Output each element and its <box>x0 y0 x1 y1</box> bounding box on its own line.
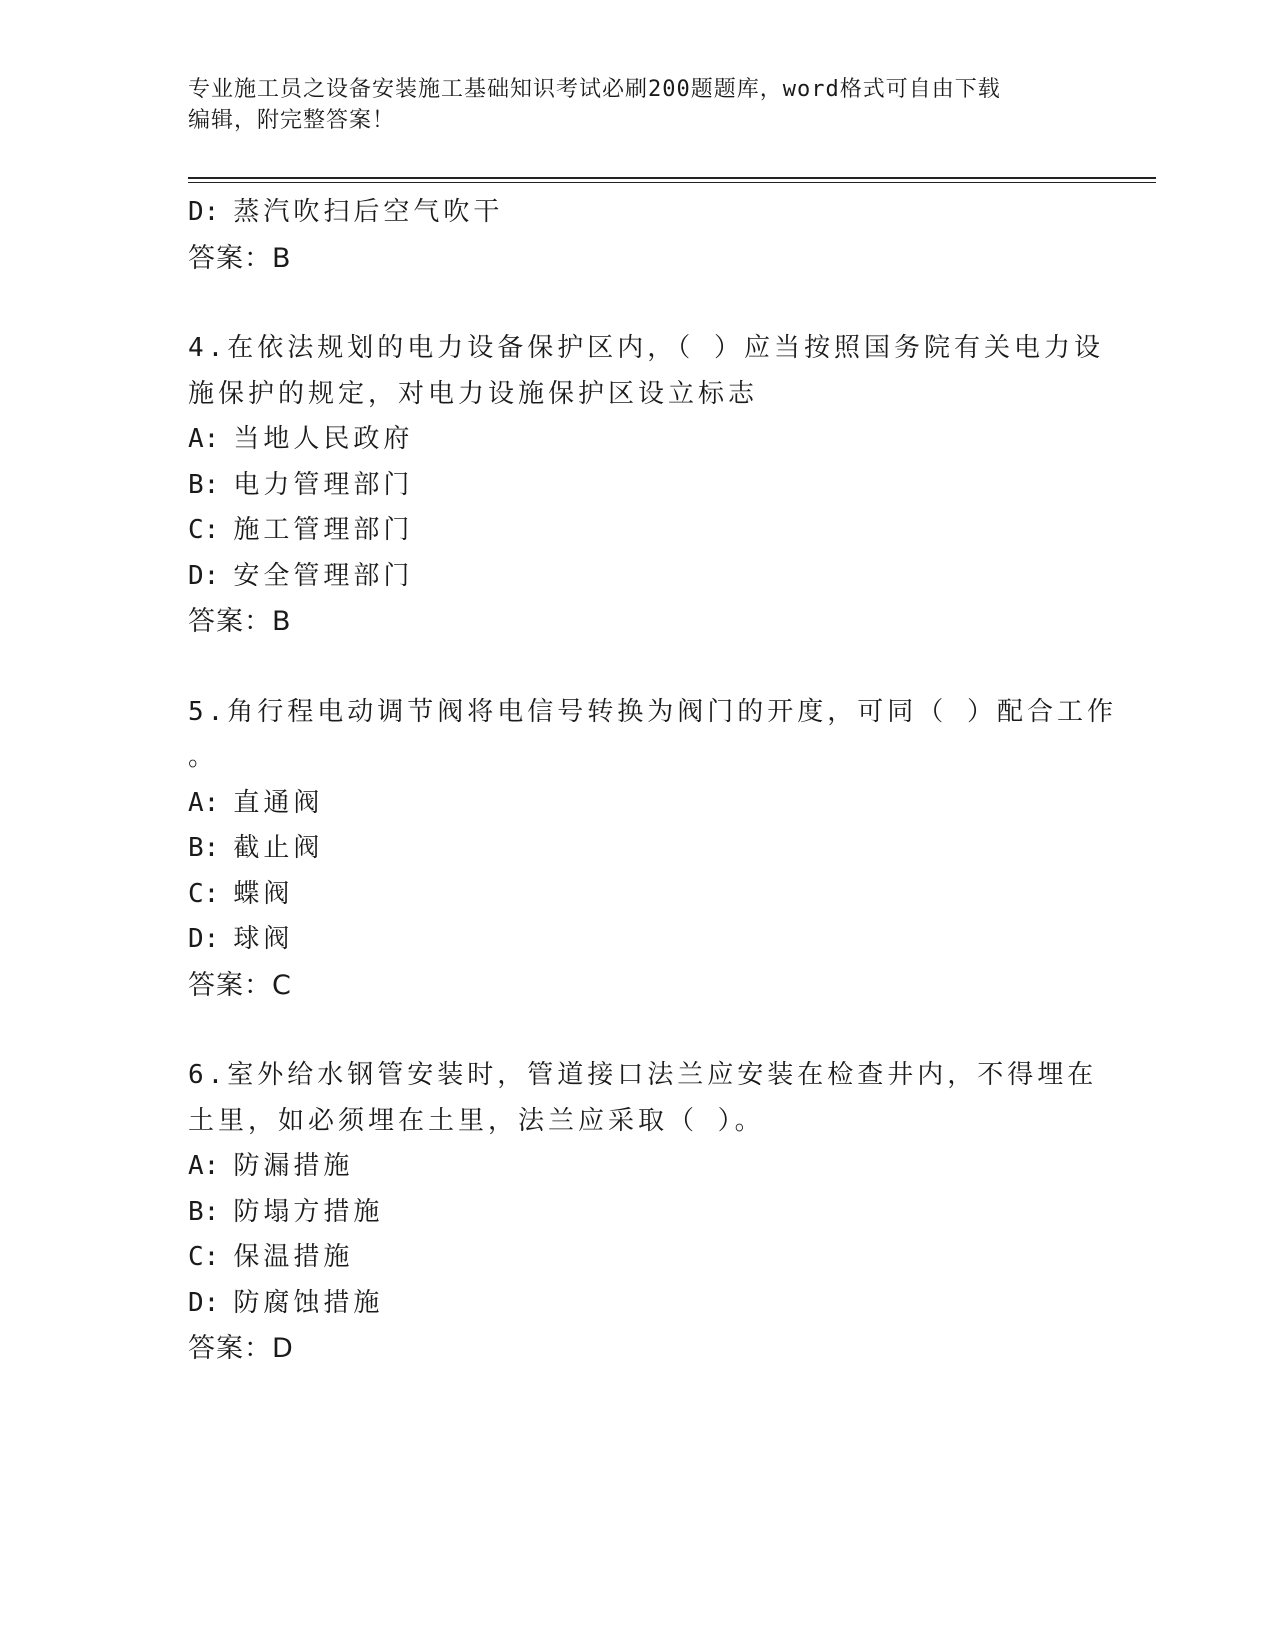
answer-line: 答案：C <box>188 969 292 1001</box>
answer-line: 答案：D <box>188 1333 294 1364</box>
question-content <box>188 190 1117 1372</box>
question-stem-line-2: 。 <box>188 742 219 772</box>
question-stem-line-1: 6.室外给水钢管安装时，管道接口法兰应安装在检查井内，不得埋在 <box>188 1060 1098 1090</box>
question-stem-line-1: 5.角行程电动调节阀将电信号转换为阀门的开度，可同（ ）配合工作 <box>188 696 1117 727</box>
spacer <box>188 1008 1088 1053</box>
option-d: D: 球阀 <box>188 924 294 954</box>
option-d: D: 防腐蚀措施 <box>188 1287 384 1318</box>
option-d: D: 蒸汽吹扫后空气吹干 <box>188 197 504 227</box>
question-6 <box>188 1053 1098 1372</box>
option-c: C: 保温措施 <box>188 1242 354 1272</box>
option-b: B: 防塌方措施 <box>188 1196 384 1227</box>
header-divider-thick <box>188 177 1156 179</box>
option-a: A: 直通阀 <box>188 787 324 818</box>
document-header <box>188 74 1088 136</box>
option-a: A: 当地人民政府 <box>188 424 414 454</box>
option-b: B: 电力管理部门 <box>188 469 414 500</box>
spacer <box>188 281 1088 326</box>
option-b: B: 截止阀 <box>188 833 324 863</box>
header-line-2: 编辑，附完整答案！ <box>188 108 396 133</box>
option-c: C: 蝶阀 <box>188 878 294 909</box>
answer-line: 答案：B <box>188 242 292 274</box>
question-stem-line-2: 施保护的规定，对电力设施保护区设立标志 <box>188 378 759 409</box>
header-line-1: 专业施工员之设备安装施工基础知识考试必刷200题题库，word格式可自由下载 <box>188 77 1001 102</box>
question-5 <box>188 690 1117 1009</box>
answer-line: 答案：B <box>188 606 292 637</box>
question-3-fragment <box>188 190 1088 281</box>
question-stem-line-2: 土里，如必须埋在土里，法兰应采取（ ）。 <box>188 1105 765 1136</box>
option-d: D: 安全管理部门 <box>188 560 414 591</box>
option-a: A: 防漏措施 <box>188 1151 354 1181</box>
option-c: C: 施工管理部门 <box>188 515 414 545</box>
question-4 <box>188 326 1104 645</box>
spacer <box>188 645 1088 690</box>
question-stem-line-1: 4.在依法规划的电力设备保护区内，（ ）应当按照国务院有关电力设 <box>188 333 1104 363</box>
header-divider-thin <box>188 182 1156 183</box>
